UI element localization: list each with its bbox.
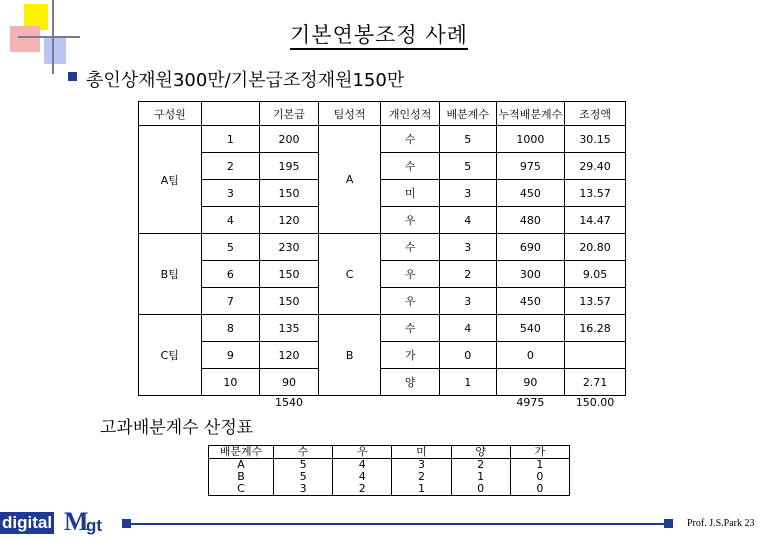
cum-coef: 480 (496, 207, 565, 234)
adjustment: 13.57 (565, 180, 626, 207)
personal-grade: 수 (381, 153, 440, 180)
deco-square-red (10, 26, 40, 52)
coef-cell: A (209, 459, 274, 472)
cum-coef: 90 (496, 369, 565, 396)
coef-cell: 0 (510, 471, 569, 483)
deco-square-blue (44, 38, 66, 64)
cum-coef: 975 (496, 153, 565, 180)
coef-header: 배분계수 (209, 446, 274, 459)
team-grade: C (318, 234, 381, 315)
coef-cell: 4 (333, 471, 392, 483)
member-no: 9 (201, 342, 260, 369)
table-row (139, 342, 626, 369)
member-no: 1 (201, 126, 260, 153)
coef-header: 미 (392, 446, 451, 459)
table-row (139, 180, 626, 207)
member-no: 7 (201, 288, 260, 315)
team-grade: A (318, 126, 381, 234)
coef-header: 우 (333, 446, 392, 459)
table-row (139, 369, 626, 396)
base-pay: 230 (260, 234, 319, 261)
personal-grade: 우 (381, 288, 440, 315)
personal-grade: 수 (381, 126, 440, 153)
header-member: 구성원 (139, 102, 202, 126)
slide-title: 기본연봉조정 사례 (290, 22, 468, 50)
coef: 3 (439, 234, 496, 261)
adjustment: 2.71 (565, 369, 626, 396)
coef-header: 수 (274, 446, 333, 459)
coef-cell: 5 (274, 471, 333, 483)
logo-word-gt: gt (86, 516, 103, 535)
cum-coef: 1000 (496, 126, 565, 153)
coef: 5 (439, 153, 496, 180)
adjustment: 16.28 (565, 315, 626, 342)
cum-coef: 300 (496, 261, 565, 288)
table-row (139, 234, 626, 261)
coef: 4 (439, 315, 496, 342)
base-pay: 120 (260, 342, 319, 369)
slide-subtitle: 총인상재원300만/기본급조정재원150만 (86, 70, 405, 91)
personal-grade: 우 (381, 207, 440, 234)
coef: 3 (439, 288, 496, 315)
base-pay: 195 (260, 153, 319, 180)
header-cum-coef: 누적배분계수 (496, 102, 565, 126)
coef-cell: 3 (392, 459, 451, 472)
member-no: 3 (201, 180, 260, 207)
header-team-grade: 팀성적 (318, 102, 381, 126)
coef: 0 (439, 342, 496, 369)
coef-cell: 0 (510, 483, 569, 496)
coef-header-row (209, 446, 570, 459)
adjustment: 14.47 (565, 207, 626, 234)
team-name: B팀 (139, 234, 202, 315)
cum-coef: 450 (496, 288, 565, 315)
coef-cell: 2 (392, 471, 451, 483)
coef-cell: B (209, 471, 274, 483)
logo-letter-m: M (64, 507, 89, 536)
coef-row (209, 459, 570, 472)
coef: 3 (439, 180, 496, 207)
personal-grade: 양 (381, 369, 440, 396)
coef-header: 가 (510, 446, 569, 459)
table-row (139, 126, 626, 153)
section2-title: 고과배분계수 산정표 (100, 418, 254, 438)
deco-horizontal-line (18, 36, 80, 38)
logo-word-digital: digital (2, 513, 53, 532)
table-header-row (139, 102, 626, 126)
total-base: 1540 (274, 396, 303, 409)
personal-grade: 미 (381, 180, 440, 207)
coef-cell: 1 (392, 483, 451, 496)
header-coef: 배분계수 (439, 102, 496, 126)
coef: 1 (439, 369, 496, 396)
header-base: 기본급 (260, 102, 319, 126)
header-adjustment: 조정액 (565, 102, 626, 126)
coef-cell: 2 (333, 483, 392, 496)
coef-cell: 3 (274, 483, 333, 496)
coef-cell: C (209, 483, 274, 496)
table-row (139, 261, 626, 288)
member-no: 4 (201, 207, 260, 234)
base-pay: 135 (260, 315, 319, 342)
coef-row (209, 471, 570, 483)
footer-page-label: Prof. J.S.Park 23 (687, 518, 755, 529)
coef-cell: 0 (451, 483, 510, 496)
base-pay: 200 (260, 126, 319, 153)
member-no: 6 (201, 261, 260, 288)
member-no: 10 (201, 369, 260, 396)
table-row (139, 288, 626, 315)
adjustment-table (138, 101, 626, 409)
bullet-square-1 (68, 72, 77, 81)
header-team-placeholder (201, 102, 260, 126)
coef-header: 양 (451, 446, 510, 459)
adjustment: 13.57 (565, 288, 626, 315)
table-row (139, 315, 626, 342)
coef-cell: 1 (451, 471, 510, 483)
cum-coef: 540 (496, 315, 565, 342)
cum-coef: 690 (496, 234, 565, 261)
coef-cell: 4 (333, 459, 392, 472)
base-pay: 150 (260, 180, 319, 207)
totals-row (139, 396, 626, 410)
coef-cell: 1 (510, 459, 569, 472)
adjustment: 30.15 (565, 126, 626, 153)
base-pay: 150 (260, 261, 319, 288)
total-cum: 4975 (516, 396, 545, 409)
total-adjustment: 150.00 (575, 396, 615, 409)
base-pay: 90 (260, 369, 319, 396)
base-pay: 150 (260, 288, 319, 315)
coef-cell: 2 (451, 459, 510, 472)
coef: 4 (439, 207, 496, 234)
digital-mgt-logo (0, 508, 108, 540)
base-pay: 120 (260, 207, 319, 234)
team-name: A팀 (139, 126, 202, 234)
adjustment (565, 342, 626, 369)
footer-line (128, 523, 668, 525)
personal-grade: 수 (381, 315, 440, 342)
adjustment: 9.05 (565, 261, 626, 288)
team-grade: B (318, 315, 381, 396)
coef-row (209, 483, 570, 496)
team-name: C팀 (139, 315, 202, 396)
cum-coef: 450 (496, 180, 565, 207)
coef-table (208, 445, 570, 496)
member-no: 2 (201, 153, 260, 180)
coef: 5 (439, 126, 496, 153)
personal-grade: 수 (381, 234, 440, 261)
coef-cell: 5 (274, 459, 333, 472)
member-no: 5 (201, 234, 260, 261)
table-row (139, 207, 626, 234)
adjustment: 20.80 (565, 234, 626, 261)
table-row (139, 153, 626, 180)
adjustment: 29.40 (565, 153, 626, 180)
cum-coef: 0 (496, 342, 565, 369)
coef: 2 (439, 261, 496, 288)
header-personal-grade: 개인성적 (381, 102, 440, 126)
personal-grade: 우 (381, 261, 440, 288)
member-no: 8 (201, 315, 260, 342)
footer-square-right (664, 519, 673, 528)
personal-grade: 가 (381, 342, 440, 369)
